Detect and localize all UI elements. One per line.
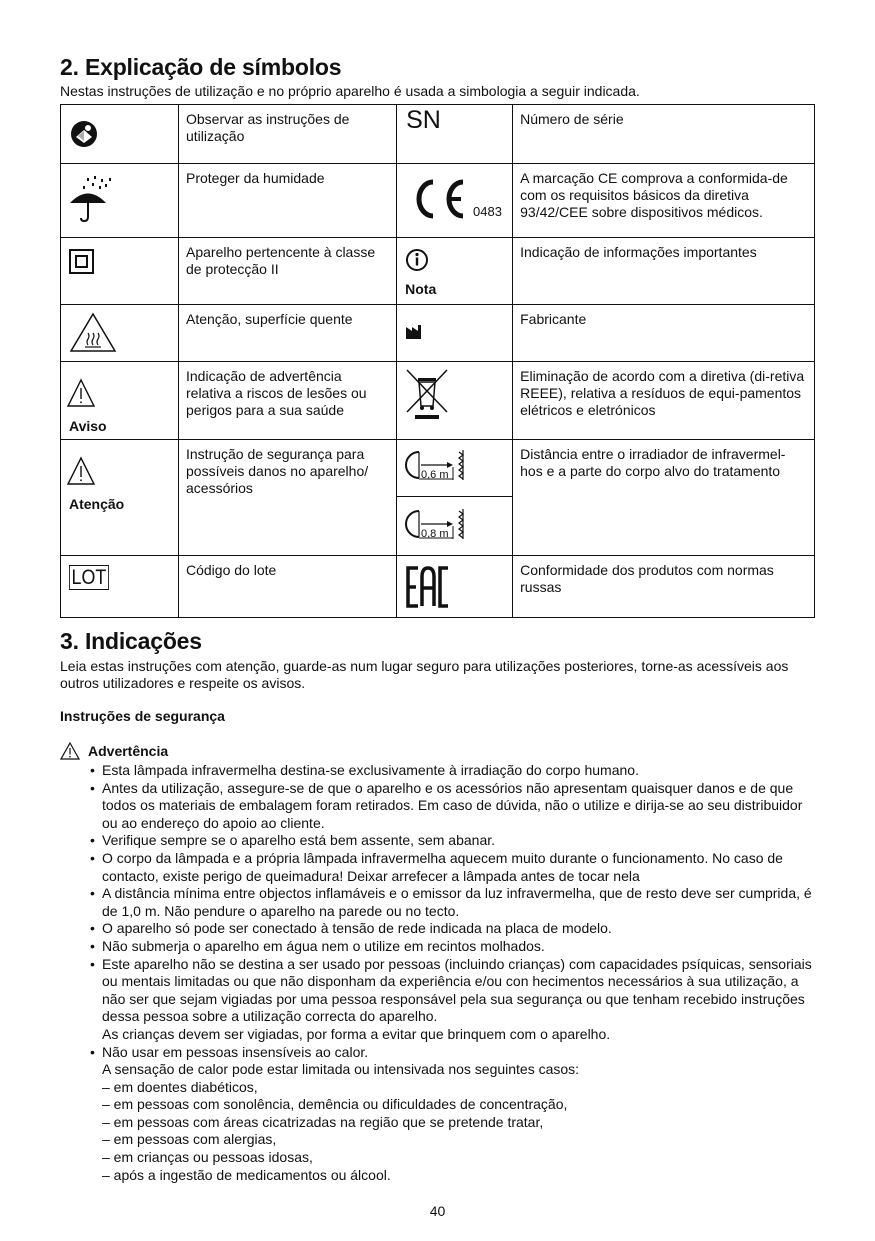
class2-icon-cell [61, 238, 179, 305]
list-item: • O corpo da lâmpada e a própria lâmpada infravermelha aquecem muito durante o funcionamento. No caso de contacto, existe perigo de queimadura! Deixar arrefecer a lâmpada antes de tocar nela [90, 849, 783, 884]
distance-label-06: 0,6 m [421, 469, 449, 481]
section-3-intro: Leia estas instruções com atenção, guarde-as num lugar seguro para utilizações posteriores, torne-as acessíveis aos outros utilizadores e respeite os avisos. [60, 658, 789, 691]
section-3-title: 3. Indicações [60, 628, 202, 654]
distance-label-08: 0,8 m [421, 528, 449, 540]
symbol-desc: Atenção, superfície quente [179, 305, 397, 362]
eac-mark-icon [397, 556, 512, 616]
list-item: • Esta lâmpada infravermelha destina-se exclusivamente à irradiação do corpo humano. [90, 762, 639, 778]
weee-disposal-icon [397, 362, 512, 438]
table-row [61, 440, 815, 556]
page-number: 40 [429, 1203, 446, 1219]
warning-heading [60, 742, 815, 760]
symbol-desc: Proteger da humidade [179, 164, 397, 238]
symbol-desc: Observar as instruções de utilização [179, 105, 397, 164]
warning-label: Aviso [69, 418, 107, 434]
hot-surface-icon-cell [61, 305, 179, 362]
table-row [61, 556, 815, 618]
distance-lamp-icon [397, 440, 512, 496]
symbol-desc: A marcação CE comprova a conformida-de com os requisitos básicos da diretiva 93/42/CEE sobre dispositivos médicos. [513, 164, 815, 238]
manufacturer-icon-cell [397, 305, 513, 362]
read-manual-icon [61, 105, 178, 163]
symbol-desc: Eliminação de acordo com a diretiva (di-retiva REEE), relativa a resíduos de equi-pamentos elétricos e eletrónicos [513, 362, 815, 440]
eac-icon-cell [397, 556, 513, 618]
symbol-desc: Conformidade dos produtos com normas russas [513, 556, 815, 618]
caution-triangle-icon [61, 440, 178, 490]
symbol-desc: Instrução de segurança para possíveis danos no aparelho/ acessórios [179, 440, 397, 556]
hot-surface-icon [61, 305, 178, 361]
symbol-desc: Número de série [513, 105, 815, 164]
list-item: • A distância mínima entre objectos inflamáveis e o emissor da luz infravermelha, que de resto deve ser cumprida, é de 1,0 m. Não pendure o aparelho na parede ou no tecto. [90, 885, 812, 919]
manual-icon-cell [61, 105, 179, 164]
table-row [61, 238, 815, 305]
symbol-desc: Fabricante [513, 305, 815, 362]
symbols-table [60, 104, 815, 618]
list-item: • O aparelho só pode ser conectado à tensão de rede indicada na placa de modelo. [90, 920, 612, 937]
ce-icon-cell [397, 164, 513, 238]
list-item: • Não usar em pessoas insensíveis ao calor. A sensação de calor pode estar limitada ou intensivada nos seguintes casos: – em doentes diabéticos, – em pessoas com sonolência, demência ou dificuldades de concentração, – em pessoas com áreas cicatrizadas na região que se pretende tratar, – em pessoas com alergias, – em crianças ou pessoas idosas, – após a ingestão de medicamentos ou álcool. [90, 1043, 580, 1183]
section-3 [60, 628, 815, 1184]
distance-08-box [397, 497, 512, 555]
ce-code: 0483 [473, 204, 503, 219]
sn-icon-cell [397, 105, 513, 164]
symbol-desc: Indicação de advertência relativa a riscos de lesões ou perigos para a sua saúde [179, 362, 397, 440]
list-item: • Antes da utilização, assegure-se de que o aparelho e os acessórios não apresentam quaisquer danos e de que todos os materiais de embalagem foram retirados. Em caso de dúvida, não o utilize e dirija-se ao seu distribuidor ou ao endereço do apoio ao cliente. [90, 779, 803, 831]
warning-list [90, 762, 815, 1184]
symbol-desc: Código do lote [179, 556, 397, 618]
serial-number-icon: SN [406, 106, 441, 134]
table-row [61, 305, 815, 362]
distance-lamp-icon [397, 497, 512, 555]
distance-icon-cell [397, 440, 513, 556]
symbol-desc: Indicação de informações importantes [513, 238, 815, 305]
table-row [61, 105, 815, 164]
list-item: • Verifique sempre se o aparelho está bem assente, sem abanar. [90, 832, 496, 849]
table-row [61, 362, 815, 440]
caution-label: Atenção [69, 496, 125, 512]
weee-icon-cell [397, 362, 513, 440]
ce-mark-icon [397, 164, 512, 236]
list-item: • Este aparelho não se destina a ser usado por pessoas (incluindo crianças) com capacidades psíquicas, sensoriais ou mentais limitadas ou que não disponham da experiência e/ou con hecimentos necessários à sua utilização, a não ser que sejam vigiadas por uma pessoa responsável pela sua segurança ou que tenham recebido instruções dessa pessoa sobre a utilização correcta do aparelho. As crianças devem ser vigiadas, por forma a evitar que brinquem com o aparelho. [90, 955, 812, 1042]
symbol-desc: Distância entre o irradiador de infravermel-hos e a parte do corpo alvo do tratamento [513, 440, 815, 556]
warning-icon-cell [61, 362, 179, 440]
page-content [60, 54, 815, 1184]
warning-triangle-icon [60, 742, 84, 760]
lot-icon: LOT [69, 565, 109, 590]
section-2-title: 2. Explicação de símbolos [60, 54, 342, 80]
protection-class-2-icon [61, 238, 178, 304]
caution-icon-cell [61, 440, 179, 556]
safety-heading: Instruções de segurança [60, 708, 225, 724]
umbrella-icon [61, 164, 178, 237]
umbrella-icon-cell [61, 164, 179, 238]
factory-icon [397, 305, 512, 361]
warning-heading-text: Advertência [88, 743, 169, 759]
table-row [61, 164, 815, 238]
info-icon-cell [397, 238, 513, 305]
note-label: Nota [405, 281, 437, 297]
list-item: • Não submerja o aparelho em água nem o utilize em recintos molhados. [90, 937, 545, 954]
lot-icon-cell [61, 556, 179, 618]
distance-06-box [397, 440, 512, 497]
symbol-desc: Aparelho pertencente à classe de protecção II [179, 238, 397, 305]
warning-triangle-icon [61, 362, 178, 412]
section-2-intro: Nestas instruções de utilização e no próprio aparelho é usada a simbologia a seguir indicada. [60, 83, 640, 99]
info-icon [397, 238, 512, 278]
